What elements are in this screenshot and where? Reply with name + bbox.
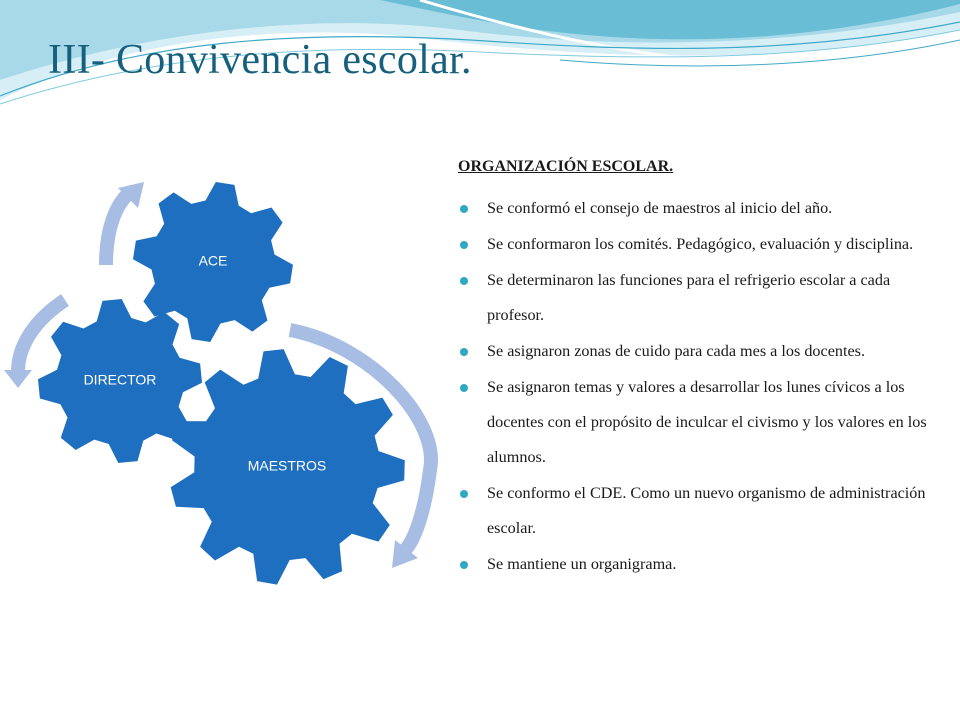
bullet-item	[458, 334, 936, 369]
bullet-item	[458, 191, 936, 226]
bullet-text: Se conformo el CDE. Como un nuevo organismo de administración escolar.	[487, 484, 926, 537]
bullet-text: Se conformó el consejo de maestros al inicio del año.	[487, 199, 833, 217]
arrow-ace-to-maestros	[106, 192, 130, 265]
bullet-text: Se asignaron zonas de cuido para cada mes a los docentes.	[487, 342, 866, 360]
bullet-item	[458, 227, 936, 262]
bullet-item	[458, 263, 936, 333]
bullet-icon	[460, 348, 468, 356]
bullet-text: Se conformaron los comités. Pedagógico, evaluación y disciplina.	[487, 235, 914, 253]
bullet-item	[458, 370, 936, 475]
arrowhead-2	[4, 370, 32, 388]
bullet-icon	[460, 241, 468, 249]
gear-label-ace: ACE	[198, 252, 228, 269]
section-heading: ORGANIZACIÓN ESCOLAR.	[458, 158, 674, 175]
bullet-text: Se determinaron las funciones para el refrigerio escolar a cada profesor.	[487, 271, 891, 324]
bullet-text: Se mantiene un organigrama.	[487, 555, 677, 573]
gear-label-director: DIRECTOR	[83, 371, 157, 388]
bullet-text: Se asignaron temas y valores a desarrollar los lunes cívicos a los docentes con el propósito de inculcar el civismo y los valores en los alumnos.	[487, 378, 927, 466]
gear-label-maestros: MAESTROS	[247, 457, 327, 474]
bullet-list	[458, 191, 936, 582]
slide-title: III- Convivencia escolar.	[48, 37, 472, 83]
bullet-item	[458, 547, 936, 582]
bullet-icon	[460, 384, 468, 392]
bullet-icon	[460, 205, 468, 213]
gear-cycle-diagram	[0, 160, 460, 590]
content-panel	[458, 156, 936, 583]
bullet-icon	[460, 561, 468, 569]
bullet-icon	[460, 490, 468, 498]
bullet-item	[458, 476, 936, 546]
bullet-icon	[460, 277, 468, 285]
